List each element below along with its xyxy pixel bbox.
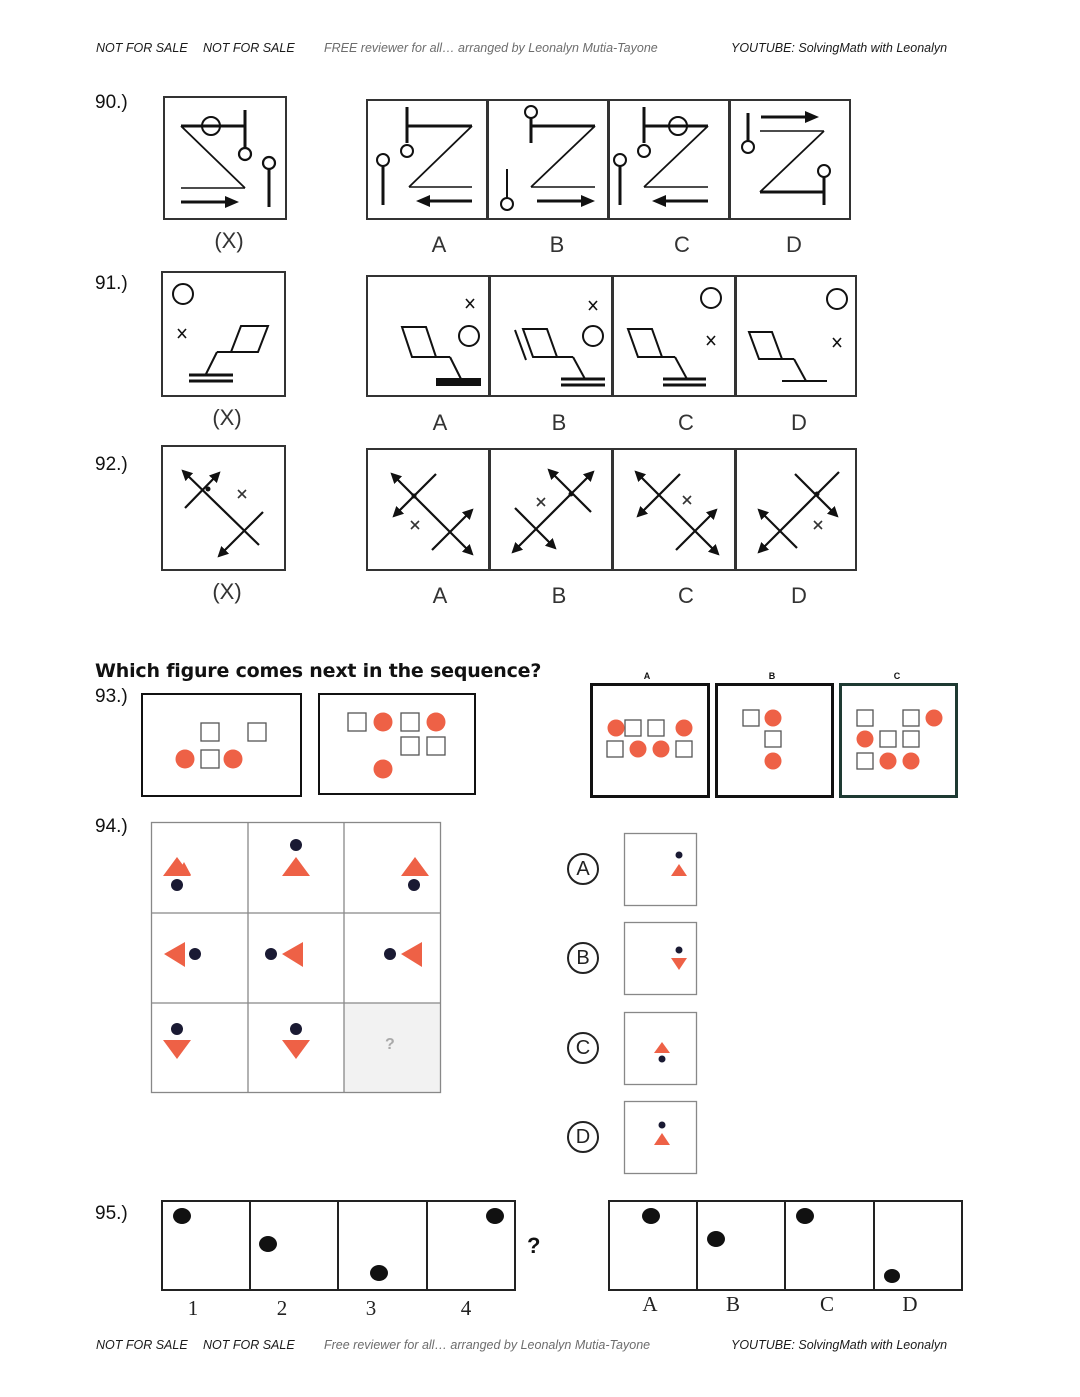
q92-option-a-label: A bbox=[432, 583, 448, 608]
q93-option-c-label: C bbox=[893, 671, 901, 681]
question-number-93: 93.) bbox=[95, 686, 128, 707]
q92-option-b-label: B bbox=[551, 583, 567, 608]
q90-option-b-figure[interactable] bbox=[487, 99, 609, 220]
q90-option-a-label: A bbox=[431, 232, 447, 257]
q90-question-label: (X) bbox=[214, 228, 244, 253]
header-credit: FREE reviewer for all… arranged by Leonalyn Mutia-Tayone bbox=[324, 41, 658, 55]
q93-sequence-figure-2 bbox=[318, 693, 476, 795]
question-number-92: 92.) bbox=[95, 454, 128, 475]
q94-matrix-figure bbox=[151, 822, 441, 1093]
q90-option-d-label: D bbox=[786, 232, 802, 257]
q92-question-figure bbox=[161, 445, 286, 571]
q95-sequence-label-2: 2 bbox=[276, 1296, 288, 1320]
q95-option-a-label: A bbox=[642, 1292, 658, 1316]
q91-option-d-label: D bbox=[791, 410, 807, 435]
question-number-91: 91.) bbox=[95, 273, 128, 294]
q91-question-figure bbox=[161, 271, 286, 397]
footer-youtube: YOUTUBE: SolvingMath with Leonalyn bbox=[731, 1338, 948, 1352]
q95-question-mark: ? bbox=[527, 1233, 541, 1258]
q93-option-b-label: B bbox=[768, 671, 776, 681]
q94-option-b-figure[interactable] bbox=[624, 922, 697, 995]
q94-option-a-figure[interactable] bbox=[624, 833, 697, 906]
q95-sequence-label-3: 3 bbox=[365, 1296, 377, 1320]
question-number-95: 95.) bbox=[95, 1203, 128, 1224]
footer-not-for-sale-1: NOT FOR SALE bbox=[96, 1338, 188, 1352]
q92-question-label: (X) bbox=[212, 579, 242, 604]
q93-option-a-figure[interactable] bbox=[590, 683, 710, 798]
q91-option-a-figure[interactable] bbox=[366, 275, 490, 397]
q95-sequence-label-1: 1 bbox=[187, 1296, 199, 1320]
q95-option-c-label: C bbox=[819, 1292, 834, 1316]
q93-option-b-figure[interactable] bbox=[715, 683, 834, 798]
q91-option-b-label: B bbox=[551, 410, 567, 435]
q95-sequence-label-4: 4 bbox=[460, 1296, 472, 1320]
q91-options bbox=[366, 275, 857, 397]
q92-option-c-label: C bbox=[678, 583, 694, 608]
q91-option-b-figure[interactable] bbox=[489, 275, 613, 397]
q95-sequence-figure bbox=[161, 1200, 516, 1291]
q93-sequence-figure-1 bbox=[141, 693, 302, 797]
q90-options bbox=[366, 99, 851, 220]
q94-option-a-marker[interactable]: A bbox=[567, 853, 599, 885]
q90-option-c-label: C bbox=[674, 232, 690, 257]
q93-option-a-label: A bbox=[643, 671, 651, 681]
q94-option-c-figure[interactable] bbox=[624, 1012, 697, 1085]
q94-option-b-marker[interactable]: B bbox=[567, 942, 599, 974]
q92-option-c-figure[interactable] bbox=[612, 448, 736, 571]
q95-option-d-label: D bbox=[902, 1292, 918, 1316]
q94-missing-cell: ? bbox=[385, 1036, 395, 1053]
q90-option-d-figure[interactable] bbox=[729, 99, 851, 220]
section-heading: Which figure comes next in the sequence? bbox=[95, 660, 542, 682]
footer-not-for-sale-2: NOT FOR SALE bbox=[203, 1338, 295, 1352]
q92-option-a-figure[interactable] bbox=[366, 448, 490, 571]
q92-option-b-figure[interactable] bbox=[489, 448, 613, 571]
question-number-94: 94.) bbox=[95, 816, 128, 837]
q95-options-figure[interactable] bbox=[608, 1200, 963, 1291]
q91-question-label: (X) bbox=[212, 405, 242, 430]
q94-matrix-grid bbox=[151, 822, 441, 1093]
q91-option-c-figure[interactable] bbox=[612, 275, 736, 397]
q94-option-c-marker[interactable]: C bbox=[567, 1032, 599, 1064]
q95-option-b-label: B bbox=[725, 1292, 740, 1316]
q91-option-a-label: A bbox=[432, 410, 448, 435]
q93-option-c-figure[interactable] bbox=[839, 683, 958, 798]
q91-option-d-figure[interactable] bbox=[735, 275, 857, 397]
q90-option-b-label: B bbox=[549, 232, 565, 257]
q90-option-c-figure[interactable] bbox=[608, 99, 730, 220]
question-number-90: 90.) bbox=[95, 92, 128, 113]
q92-options bbox=[366, 448, 857, 571]
header-not-for-sale-2: NOT FOR SALE bbox=[203, 41, 295, 55]
header-youtube: YOUTUBE: SolvingMath with Leonalyn bbox=[731, 41, 948, 55]
q92-option-d-figure[interactable] bbox=[735, 448, 857, 571]
header-not-for-sale-1: NOT FOR SALE bbox=[96, 41, 188, 55]
footer-credit: Free reviewer for all… arranged by Leonalyn Mutia-Tayone bbox=[324, 1338, 651, 1352]
q91-option-c-label: C bbox=[678, 410, 694, 435]
q92-option-d-label: D bbox=[791, 583, 807, 608]
q90-question-figure bbox=[163, 96, 287, 220]
q90-option-a-figure[interactable] bbox=[366, 99, 488, 220]
q94-option-d-figure[interactable] bbox=[624, 1101, 697, 1174]
q94-option-d-marker[interactable]: D bbox=[567, 1121, 599, 1153]
